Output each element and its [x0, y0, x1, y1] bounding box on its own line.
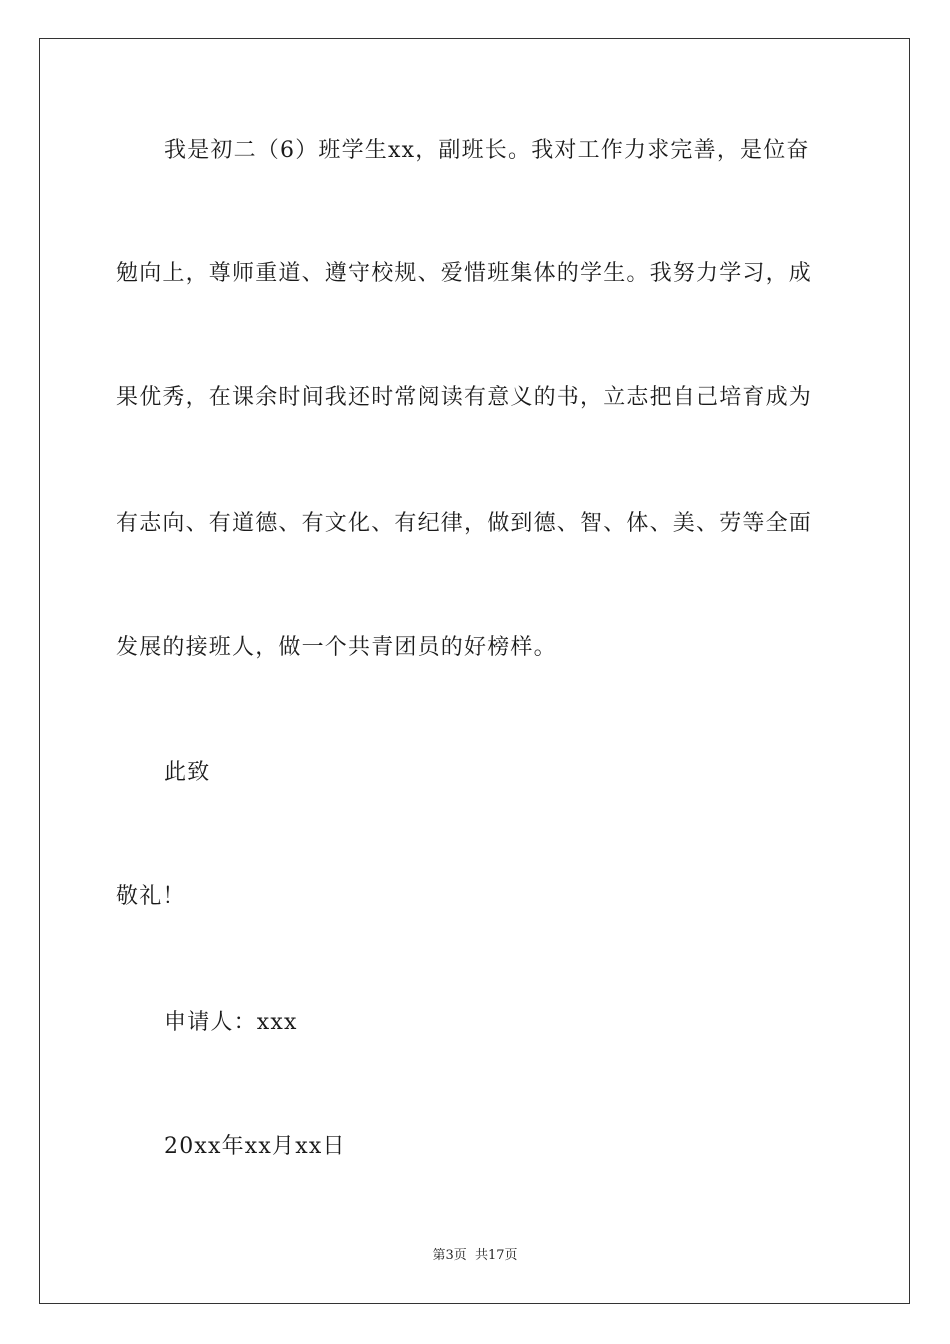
page-total: 共17页	[474, 1248, 518, 1263]
date-line: 20xx年xx月xx日	[164, 1134, 346, 1159]
body-line-3: 果优秀，在课余时间我还时常阅读有意义的书，立志把自己培育成为	[116, 385, 813, 410]
closing-salutation: 此致	[164, 760, 211, 785]
applicant-signature: 申请人：xxx	[164, 1010, 298, 1035]
page-border	[39, 38, 910, 1304]
page-number: 第3页	[432, 1248, 467, 1263]
body-line-1: 我是初二（6）班学生xx，副班长。我对工作力求完善，是位奋	[164, 138, 810, 163]
body-line-4: 有志向、有道德、有文化、有纪律，做到德、智、体、美、劳等全面	[116, 511, 813, 536]
closing-regards: 敬礼！	[116, 884, 186, 909]
body-line-2: 勉向上，尊师重道、遵守校规、爱惜班集体的学生。我努力学习，成	[116, 261, 813, 286]
page-footer	[0, 1247, 950, 1265]
body-line-5: 发展的接班人，做一个共青团员的好榜样。	[116, 635, 557, 660]
